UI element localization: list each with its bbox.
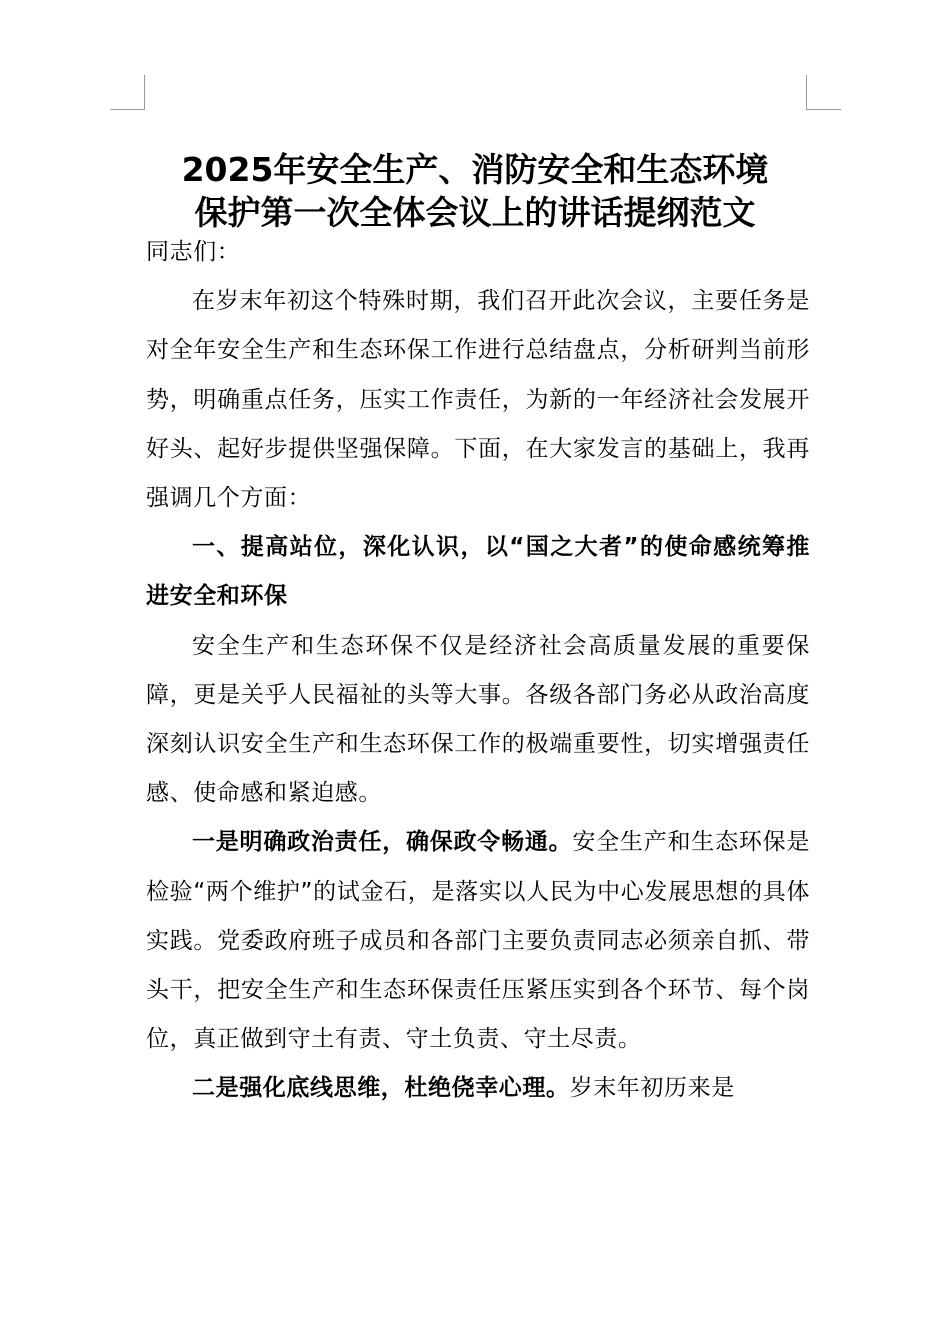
greeting: 同志们： [146,239,241,265]
page-corner-mark-top-left [110,75,145,110]
point-2-lead: 二是强化底线思维，杜绝侥幸心理。 [192,1075,570,1102]
point-1-lead: 一是明确政治责任，确保政令畅通。 [192,829,573,856]
section-1-heading: 一、提高站位，深化认识，以“国之大者”的使命感统筹推进安全和环保 [146,534,810,610]
document-title [130,148,820,234]
section-1-paragraph: 安全生产和生态环保不仅是经济社会高质量发展的重要保障，更是关乎人民福祉的头等大事。各级各部门务必从政治高度深刻认识安全生产和生态环保工作的极端重要性，切实增强责任感、使命感和紧迫感。 [146,632,810,807]
point-2-paragraph [146,1064,810,1113]
title-line-1: 2025年安全生产、消防安全和生态环境 [181,150,769,189]
title-line-2: 保护第一次全体会议上的讲话提纲范文 [194,193,756,232]
point-2-body: 岁末年初历来是 [569,1075,735,1102]
page-corner-mark-top-right [806,75,841,110]
point-1-paragraph [146,818,810,1064]
point-1-body: 安全生产和生态环保是检验“两个维护”的试金石，是落实以人民为中心发展思想的具体实践。党委政府班子成员和各部门主要负责同志必须亲自抓、带头干，把安全生产和生态环保责任压紧压实到各个环节、每个岗位，真正做到守土有责、守土负责、守土尽责。 [146,829,811,1053]
intro-paragraph: 在岁末年初这个特殊时期，我们召开此次会议，主要任务是对全年安全生产和生态环保工作进行总结盘点，分析研判当前形势，明确重点任务，压实工作责任，为新的一年经济社会发展开好头、起好步提供坚强保障。下面，在大家发言的基础上，我再强调几个方面： [146,288,810,512]
document-body [146,228,810,1114]
